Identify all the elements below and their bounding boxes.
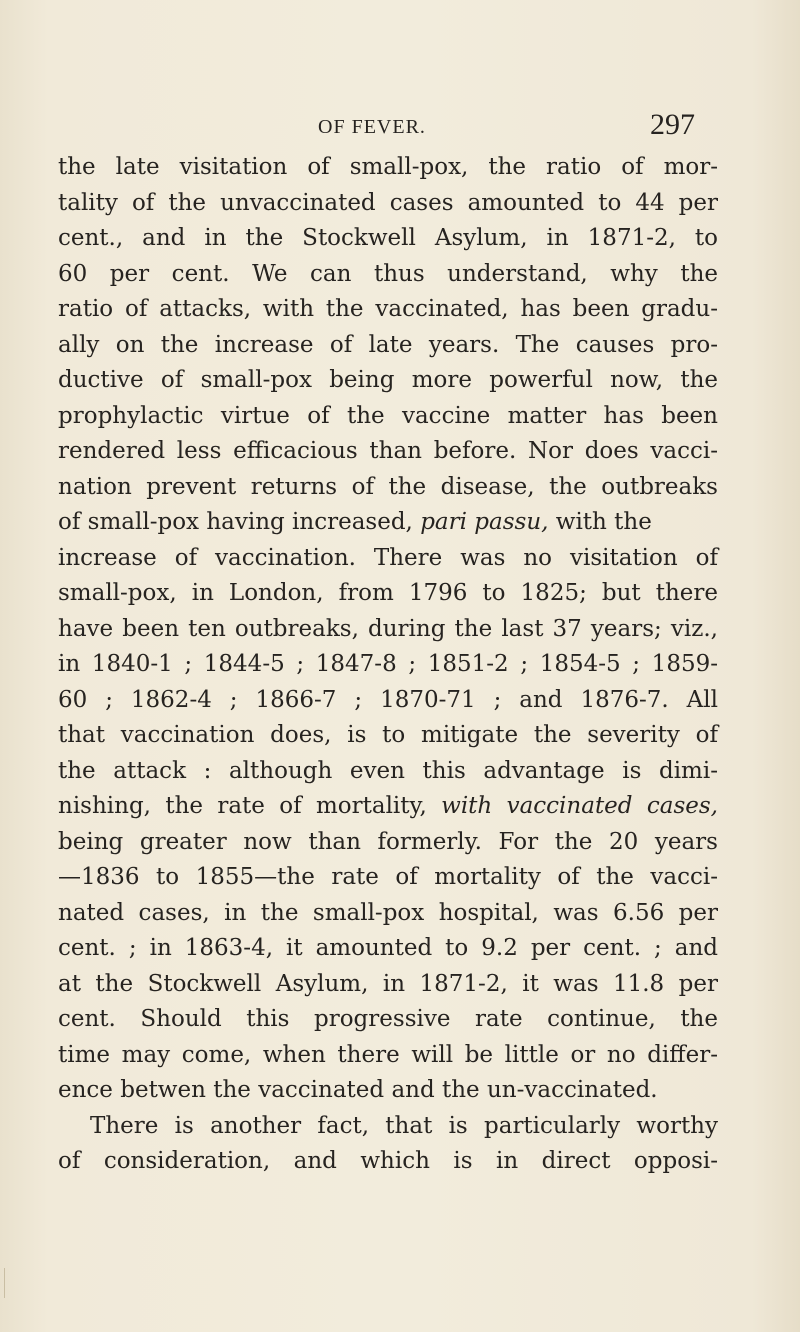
page-header xyxy=(0,108,800,148)
text-line: that vaccination does, is to mitigate the severity of xyxy=(58,722,718,748)
text-line: have been ten outbreaks, during the last 37 years; viz., xyxy=(58,615,718,642)
text-line: the late visitation of small-pox, the ratio of mor- xyxy=(58,154,718,180)
text-line: ratio of attacks, with the vaccinated, has been gradu- xyxy=(58,296,718,322)
text-line: —1836 to 1855—the rate of mortality of the vacci- xyxy=(58,864,718,890)
text-line: 60 per cent. We can thus understand, why the xyxy=(58,260,718,287)
text-line: 60 ; 1862-4 ; 1866-7 ; 1870-71 ; and 1876-7. All xyxy=(58,686,718,713)
italic-phrase: with vaccinated cases, xyxy=(441,793,718,819)
text-line: time may come, when there will be little or no differ- xyxy=(58,1041,718,1068)
text-line: of consideration, and which is in direct opposi- xyxy=(58,1148,718,1174)
running-head: OF FEVER. xyxy=(318,116,426,138)
text-line: at the Stockwell Asylum, in 1871-2, it was 11.8 per xyxy=(58,970,718,997)
text-line: nation prevent returns of the disease, the outbreaks xyxy=(58,473,718,500)
text-line: ally on the increase of late years. The causes pro- xyxy=(58,331,718,358)
text-line: nishing, the rate of mortality, with vaccinated cases, xyxy=(58,793,718,819)
text-line: being greater now than formerly. For the 20 years xyxy=(58,828,718,855)
text-line: ductive of small-pox being more powerful now, the xyxy=(58,367,718,393)
text-line: ence betwen the vaccinated and the un-vaccinated. xyxy=(58,1077,658,1103)
italic-phrase: pari passu, xyxy=(420,509,549,535)
text-line: nated cases, in the small-pox hospital, was 6.56 per xyxy=(58,899,718,926)
text-line: in 1840-1 ; 1844-5 ; 1847-8 ; 1851-2 ; 1854-5 ; 1859- xyxy=(58,651,718,677)
text-line: prophylactic virtue of the vaccine matter has been xyxy=(58,402,718,429)
text-line: There is another fact, that is particularly worthy xyxy=(90,1112,718,1139)
text-line: increase of vaccination. There was no visitation of xyxy=(58,544,718,571)
text-line: cent. Should this progressive rate continue, the xyxy=(58,1006,718,1032)
text-line: cent. ; in 1863-4, it amounted to 9.2 per cent. ; and xyxy=(58,935,718,961)
page-edge-mark xyxy=(4,1268,11,1298)
body-text xyxy=(58,150,718,1180)
text-line: tality of the unvaccinated cases amounted to 44 per xyxy=(58,189,718,216)
text-line: rendered less efficacious than before. Nor does vacci- xyxy=(58,438,718,464)
page-number: 297 xyxy=(650,108,695,141)
text-line: cent., and in the Stockwell Asylum, in 1871-2, to xyxy=(58,225,718,251)
text-line: of small-pox having increased, pari passu, with the xyxy=(58,509,652,535)
text-line: the attack : although even this advantage is dimi- xyxy=(58,757,718,784)
text-line: small-pox, in London, from 1796 to 1825; but there xyxy=(58,580,718,606)
